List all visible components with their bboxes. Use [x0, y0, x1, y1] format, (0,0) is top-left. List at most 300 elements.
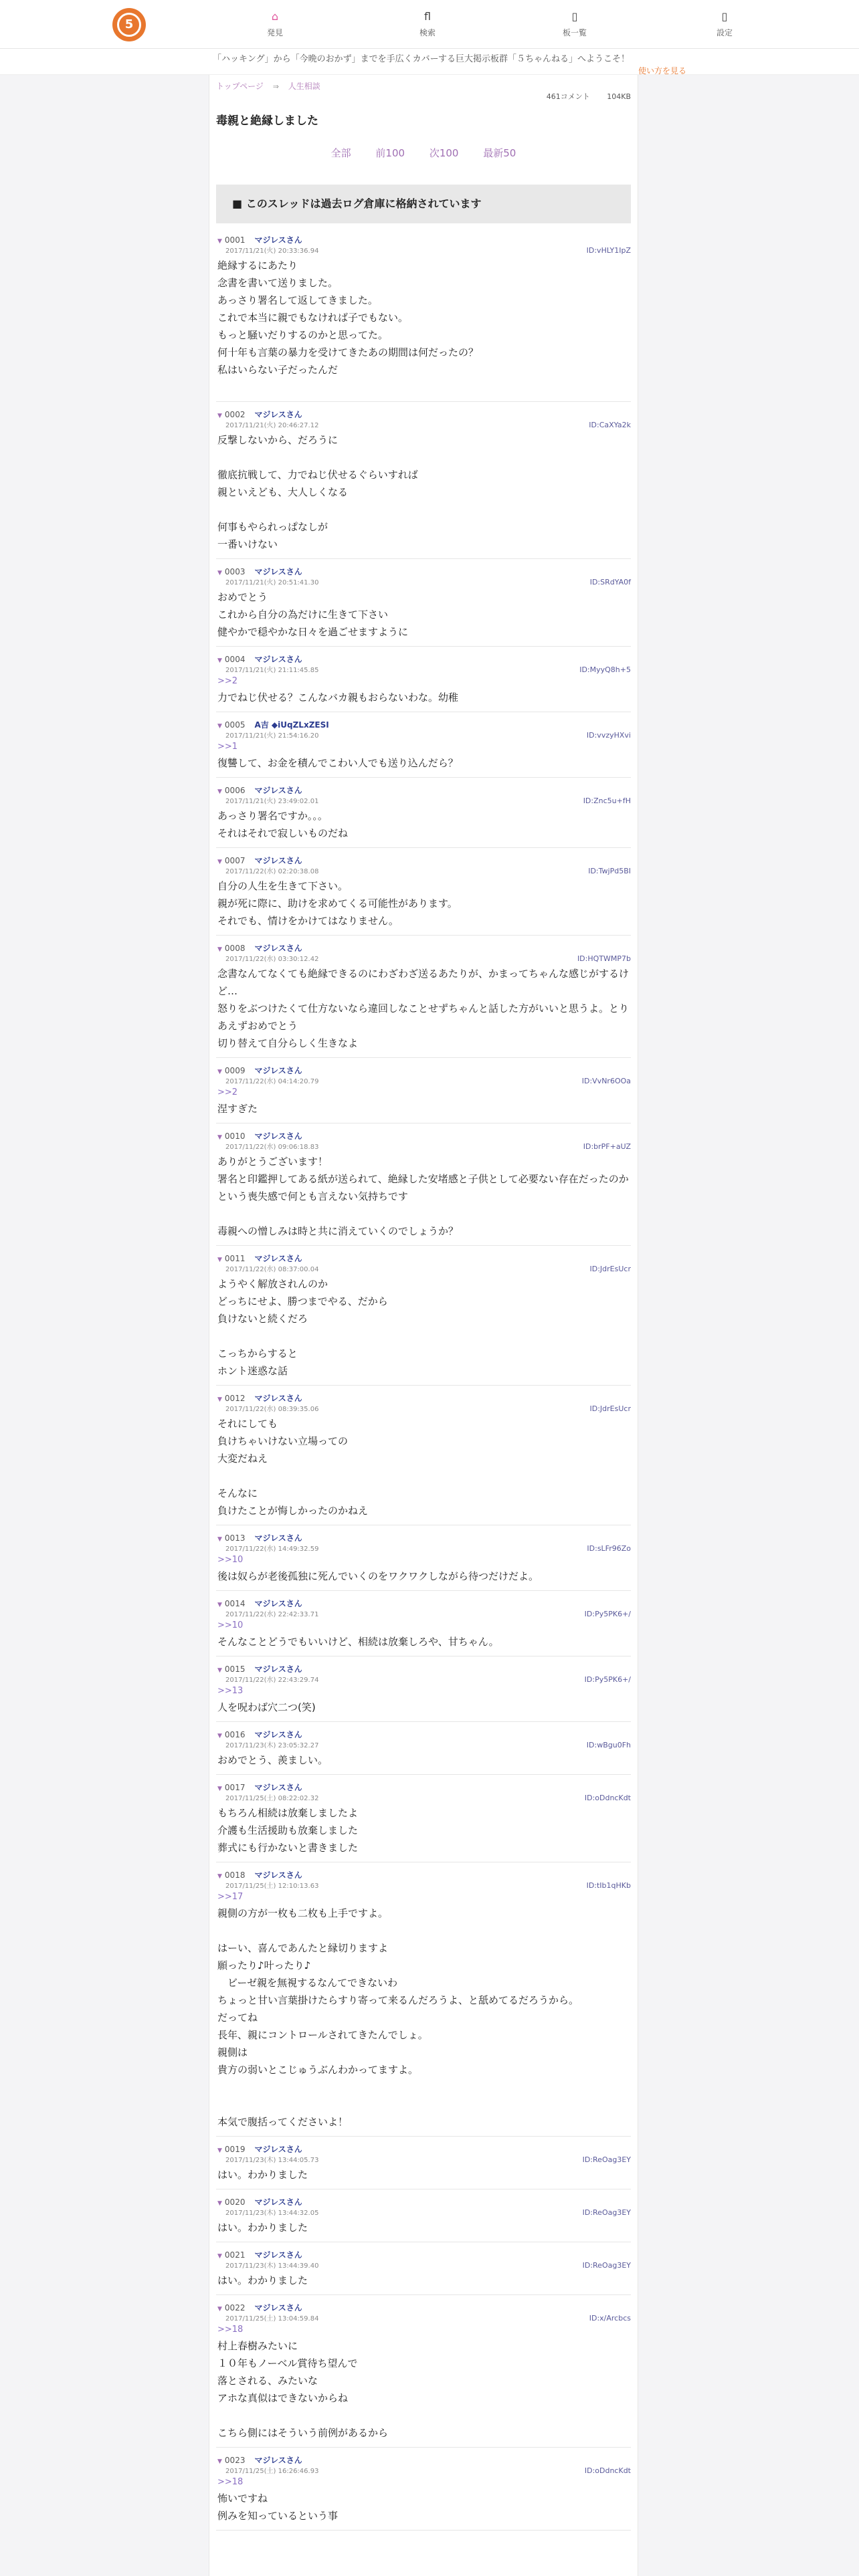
post-item [216, 2189, 631, 2242]
breadcrumb-board-link[interactable]: 人生相談 [288, 82, 320, 91]
post-id[interactable]: ID:TwjPd5BI [588, 867, 631, 875]
post-body-line: 怒りをぶつけたくて仕方ないなら違回しなことせずちゃんと話した方がいいと思うよ。とりあえずおめでとう [217, 1002, 630, 1032]
expand-triangle-icon[interactable]: ▼ [217, 1873, 222, 1880]
reply-anchor-link[interactable]: >>10 [217, 1555, 244, 1565]
post-header [217, 784, 631, 795]
nav-search-label: 検索 [419, 28, 436, 37]
post-body-line [217, 2078, 631, 2096]
post-number[interactable]: 0021 [224, 2250, 246, 2260]
post-body-line: 毒親への憎しみは時と共に消えていくのでしょうか？ [217, 1225, 459, 1237]
post-date: 2017/11/25(土) 12:10:13.63 [225, 1883, 319, 1890]
post-number[interactable]: 0010 [224, 1132, 246, 1141]
post-number[interactable]: 0023 [224, 2456, 246, 2465]
reply-anchor-link[interactable]: >>10 [217, 1620, 244, 1630]
expand-triangle-icon[interactable]: ▼ [217, 413, 222, 419]
post-date: 2017/11/23(木) 13:44:39.40 [225, 2262, 319, 2270]
post-item [216, 1123, 631, 1246]
post-body-line: 負けちゃいけない立場っての [217, 1435, 349, 1447]
expand-triangle-icon[interactable]: ▼ [217, 657, 222, 664]
post-number[interactable]: 0013 [224, 1533, 246, 1543]
post-item [216, 2448, 631, 2531]
post-body-line [217, 449, 631, 466]
post-body-line: 念書を書いて送りました。 [217, 277, 339, 289]
post-date: 2017/11/25(土) 16:26:46.93 [225, 2468, 319, 2475]
post-body [217, 1415, 631, 1519]
post-id[interactable]: ID:VvNr6OOa [581, 1077, 631, 1085]
post-author: マジレスさん [254, 1533, 302, 1543]
post-body-line: はい。わかりました [217, 2169, 308, 2181]
post-id[interactable]: ID:ReOag3EY [582, 2261, 631, 2270]
tag-icon: ⌂ [271, 10, 279, 23]
post-item [216, 1591, 631, 1656]
post-date: 2017/11/22(水) 09:06:18.83 [225, 1144, 319, 1151]
post-id[interactable]: ID:CaXYa2k [589, 421, 631, 429]
post-date: 2017/11/22(水) 22:43:29.74 [225, 1677, 319, 1684]
post-body-line [217, 501, 631, 518]
site-logo[interactable] [112, 8, 146, 41]
post-author: マジレスさん [254, 1870, 302, 1880]
post-body-line: 自分の人生を生きて下さい。 [217, 880, 349, 892]
post-author: マジレスさん [254, 2303, 302, 2313]
expand-triangle-icon[interactable]: ▼ [217, 1257, 222, 1263]
post-author: マジレスさん [254, 410, 302, 419]
post-id[interactable]: ID:sLFr96Zo [587, 1544, 631, 1553]
post-body-line: こっちからすると [217, 1348, 298, 1360]
welcome-notice [0, 49, 859, 75]
post-body [217, 257, 631, 396]
post-body [217, 1751, 631, 1769]
post-body [217, 2337, 631, 2442]
post-id[interactable]: ID:ReOag3EY [582, 2208, 631, 2217]
post-body [217, 1699, 631, 1716]
post-item [216, 1722, 631, 1775]
post-body-line: 反撃しないから、だろうに [217, 434, 339, 446]
post-item [216, 848, 631, 936]
post-item [216, 402, 631, 559]
post-body-line: 復讐して、お金を積んでこわい人でも送り込んだら？ [217, 757, 458, 769]
post-body-line: 何事もやられっぱなしが [217, 521, 328, 533]
expand-triangle-icon[interactable]: ▼ [217, 1602, 222, 1608]
post-date: 2017/11/23(木) 13:44:05.73 [225, 2157, 319, 2164]
post-body-line: もっと騒いだりするのかと思ってた。 [217, 329, 389, 341]
post-header [217, 2196, 631, 2207]
post-number[interactable]: 0002 [224, 410, 246, 419]
post-author: マジレスさん [254, 1394, 302, 1403]
top-navigation [0, 0, 859, 49]
post-body-line: 涅すぎた [217, 1103, 258, 1115]
reply-anchor-link[interactable]: >>18 [217, 2477, 244, 2487]
post-header [217, 1532, 631, 1543]
post-header [217, 2302, 631, 2313]
post-item [216, 1862, 631, 2137]
post-author: マジレスさん [254, 2145, 302, 2154]
post-id[interactable]: ID:Znc5u+fH [583, 796, 631, 805]
post-date: 2017/11/25(土) 08:22:02.32 [225, 1795, 319, 1802]
post-body-line: もちろん相続は放棄しましたよ [217, 1807, 359, 1819]
post-item [216, 712, 631, 778]
post-item [216, 1525, 631, 1591]
post-body-line: それでも、情けをかけてはなりません。 [217, 915, 399, 927]
post-body-line: 親といえども、大人しくなる [217, 486, 349, 498]
post-body-line: 人を呪わば穴二つ(笑) [217, 1701, 316, 1713]
post-body-line: アホな真似はできないからね [217, 2392, 349, 2404]
reply-anchor-link[interactable]: >>18 [217, 2325, 244, 2335]
nav-discover-label: 発見 [266, 28, 283, 37]
post-body-line: はい。わかりました [217, 2274, 308, 2286]
post-body-line: そんなことどうでもいいけど、相続は放棄しろや、甘ちゃん。 [217, 1636, 499, 1648]
logo-mark: 5 [117, 13, 141, 37]
post-number[interactable]: 0006 [224, 786, 246, 795]
comment-count: 461コメント [546, 92, 590, 101]
post-header [217, 2454, 631, 2465]
post-body-line: 一番いけない [217, 538, 278, 550]
post-body-line: 後は奴らが老後孤独に死んでいくのをワクワクしながら待つだけだよ。 [217, 1570, 539, 1582]
post-body-line [217, 2407, 631, 2424]
post-date: 2017/11/22(水) 22:42:33.71 [225, 1611, 319, 1618]
nav-settings[interactable] [694, 9, 755, 38]
post-author: マジレスさん [254, 2250, 302, 2260]
thread-meta [532, 91, 631, 102]
post-body [217, 754, 631, 772]
post-body-line [217, 2096, 631, 2113]
post-body-line: そんなに [217, 1487, 258, 1499]
post-body-line: おめでとう [217, 591, 268, 603]
post-number[interactable]: 0009 [224, 1066, 246, 1075]
reply-anchor-link[interactable]: >>17 [217, 1892, 244, 1902]
post-body-line: こちら側にはそういう前例があるから [217, 2427, 389, 2439]
post-header [217, 1130, 631, 1141]
expand-triangle-icon[interactable]: ▼ [217, 788, 222, 795]
post-id[interactable]: ID:oDdncKdt [584, 2466, 631, 2475]
post-body-line [217, 379, 631, 396]
post-number[interactable]: 0017 [224, 1783, 246, 1792]
post-author: マジレスさん [254, 2456, 302, 2465]
post-body-line: ありがとうございます！ [217, 1156, 328, 1168]
post-body-line: 念書なんてなくても絶縁できるのにわざわざ送るあたりが、かまってちゃんな感じがするけど… [217, 968, 630, 997]
post-date: 2017/11/22(水) 04:14:20.79 [225, 1078, 319, 1085]
post-author: マジレスさん [254, 1066, 302, 1075]
post-header [217, 1065, 631, 1075]
post-body-line: 願ったり♪叶ったり♪ [217, 1959, 311, 1971]
page-title: 毒親と絶縁しました [216, 114, 318, 128]
post-id[interactable]: ID:wBgu0Fh [586, 1741, 631, 1749]
post-item [216, 1775, 631, 1862]
post-date: 2017/11/21(火) 20:33:36.94 [225, 247, 319, 255]
post-number[interactable]: 0014 [224, 1599, 246, 1608]
post-item [216, 1386, 631, 1525]
post-body-line: 大変だねえ [217, 1453, 268, 1465]
post-body [217, 1153, 631, 1240]
reply-anchor-link[interactable]: >>2 [217, 1087, 238, 1097]
post-header [217, 1869, 631, 1880]
post-body [217, 1905, 631, 2131]
post-body-line: ビーゼ親を無視するなんてできないわ [217, 1977, 398, 1989]
post-item [216, 1246, 631, 1386]
search-icon: fl [423, 10, 432, 23]
post-number[interactable]: 0018 [224, 1870, 246, 1880]
post-body-line: 親が死に際に、助けを求めてくる可能性があります。 [217, 897, 458, 909]
post-date: 2017/11/22(水) 14:49:32.59 [225, 1545, 319, 1553]
post-date: 2017/11/21(火) 21:11:45.85 [225, 667, 319, 674]
post-id[interactable]: ID:SRdYA0f [589, 578, 631, 586]
post-body [217, 431, 631, 553]
post-body-line: ちょっと甘い言葉掛けたらすり寄って来るんだろうよ、と舐めてるだろうから。 [217, 1994, 579, 2006]
post-body-line: 健やかで穏やかな日々を過ごせますように [217, 626, 409, 638]
post-body-line: 本気で腹括ってくださいよ！ [217, 2116, 349, 2128]
post-header [217, 1253, 631, 1263]
breadcrumb [216, 80, 320, 92]
post-id[interactable]: ID:tIb1qHKb [586, 1881, 631, 1890]
post-date: 2017/11/21(火) 20:51:41.30 [225, 579, 319, 586]
post-id[interactable]: ID:vHLY1IpZ [586, 246, 631, 255]
post-date: 2017/11/23(木) 13:44:32.05 [225, 2210, 319, 2217]
post-body-line: どっちにせよ、勝つまでやる、だから [217, 1295, 388, 1307]
post-author: マジレスさん [254, 1730, 302, 1739]
post-header [217, 1663, 631, 1674]
post-header [217, 1598, 631, 1608]
post-author: マジレスさん [254, 655, 302, 664]
nav-search[interactable] [397, 9, 458, 38]
post-header [217, 234, 631, 245]
nav-settings-label: 設定 [716, 28, 733, 37]
expand-triangle-icon[interactable]: ▼ [217, 1667, 222, 1674]
post-id[interactable]: ID:vvzyHXvi [586, 731, 631, 740]
post-number[interactable]: 0011 [224, 1254, 246, 1263]
post-body-line: おめでとう、羨ましい。 [217, 1754, 328, 1766]
post-date: 2017/11/25(土) 13:04:59.84 [225, 2315, 319, 2323]
post-id[interactable]: ID:oDdncKdt [584, 1794, 631, 1802]
post-date: 2017/11/22(水) 08:37:00.04 [225, 1266, 319, 1273]
reply-anchor-link[interactable]: >>13 [217, 1686, 244, 1696]
post-author: マジレスさん [254, 1254, 302, 1263]
post-body-line: あっさり署名して返してきました。 [217, 294, 378, 306]
post-body [217, 1275, 631, 1380]
post-date: 2017/11/21(火) 23:49:02.01 [225, 798, 319, 805]
post-item [216, 2295, 631, 2448]
post-body [217, 807, 631, 842]
post-number[interactable]: 0005 [224, 720, 246, 730]
post-body-line [217, 1327, 631, 1345]
post-item [216, 1656, 631, 1722]
expand-triangle-icon[interactable]: ▼ [217, 1536, 222, 1543]
post-date: 2017/11/22(水) 08:39:35.06 [225, 1406, 319, 1413]
post-number[interactable]: 0016 [224, 1730, 246, 1739]
post-number[interactable]: 0020 [224, 2197, 246, 2207]
nav-board-list-label: 板一覧 [562, 28, 587, 37]
post-body-line: ようやく解放されんのか [217, 1278, 328, 1290]
post-number[interactable]: 0004 [224, 655, 246, 664]
expand-triangle-icon[interactable]: ▼ [217, 723, 222, 730]
post-item [216, 2137, 631, 2189]
post-body-line: 長年、親にコントロールされてきたんでしょ。 [217, 2029, 428, 2041]
post-body-line: 介護も生活援助も放棄しました [217, 1824, 359, 1836]
post-number[interactable]: 0003 [224, 567, 246, 576]
post-body-line [217, 1922, 631, 1939]
post-date: 2017/11/21(火) 21:54:16.20 [225, 732, 319, 740]
post-header [217, 2143, 631, 2154]
post-body-line: 落とされる、みたいな [217, 2375, 318, 2387]
gear-icon: ▯ [721, 10, 728, 23]
post-item [216, 559, 631, 647]
post-body [217, 1633, 631, 1650]
post-body-line: だってね [217, 2012, 258, 2024]
post-author: A吉 ◆iUqZLxZESI [254, 720, 329, 730]
post-number[interactable]: 0001 [224, 235, 246, 245]
post-item [216, 227, 631, 402]
breadcrumb-top-link[interactable]: トップページ [216, 82, 264, 91]
post-body [217, 2272, 631, 2289]
post-number[interactable]: 0015 [224, 1665, 246, 1674]
post-number[interactable]: 0008 [224, 944, 246, 953]
pager-latest-link[interactable]: 最新50 [483, 147, 516, 159]
post-body [217, 1568, 631, 1585]
expand-triangle-icon[interactable]: ▼ [217, 2200, 222, 2207]
expand-triangle-icon[interactable]: ▼ [217, 859, 222, 865]
how-to-use-link[interactable]: 使い方を見る [638, 66, 687, 76]
post-header [217, 653, 631, 664]
list-icon: ▯ [571, 10, 578, 23]
post-body-line: 力でねじ伏せる？こんなバカ親もおらないわな。幼稚 [217, 691, 459, 704]
post-body [217, 1804, 631, 1856]
post-body-line: 村上春樹みたいに [217, 2340, 298, 2352]
pager-all-link[interactable]: 全部 [330, 147, 351, 159]
post-item [216, 936, 631, 1058]
post-header [217, 566, 631, 576]
post-date: 2017/11/23(木) 23:05:32.27 [225, 1742, 319, 1749]
post-number[interactable]: 0007 [224, 856, 246, 865]
expand-triangle-icon[interactable]: ▼ [217, 2306, 222, 2313]
archived-notice: ■ このスレッドは過去ログ倉庫に格納されています [216, 185, 631, 223]
post-author: マジレスさん [254, 786, 302, 795]
post-body-line [217, 1467, 631, 1485]
post-body-line: 貴方の弱いとこじゅうぶんわかってますよ。 [217, 2064, 419, 2076]
post-header [217, 1392, 631, 1403]
post-body-line: 私はいらない子だったんだ [217, 364, 339, 376]
post-date: 2017/11/22(水) 03:30:12.42 [225, 956, 319, 963]
post-date: 2017/11/22(水) 02:20:38.08 [225, 868, 319, 875]
expand-triangle-icon[interactable]: ▼ [217, 2147, 222, 2154]
post-item [216, 778, 631, 848]
post-body [217, 2490, 631, 2525]
post-body-line: 徹底抗戦して、力でねじ伏せるぐらいすれば [217, 469, 418, 481]
thread-pager [209, 146, 638, 160]
post-id[interactable]: ID:JdrEsUcr [589, 1404, 631, 1413]
expand-triangle-icon[interactable]: ▼ [217, 946, 222, 953]
post-list [216, 227, 631, 2531]
post-author: マジレスさん [254, 1665, 302, 1674]
post-author: マジレスさん [254, 1599, 302, 1608]
post-header [217, 942, 631, 953]
post-header [217, 1782, 631, 1792]
post-body-line: 親側の方が一枚も二枚も上手ですよ。 [217, 1907, 389, 1919]
post-number[interactable]: 0012 [224, 1394, 246, 1403]
post-body-line: それはそれで寂しいものだね [217, 827, 349, 839]
nav-discover[interactable] [245, 9, 305, 38]
post-author: マジレスさん [254, 2197, 302, 2207]
post-body-line: これから自分の為だけに生きて下さい [217, 609, 389, 621]
post-author: マジレスさん [254, 235, 302, 245]
post-body [217, 2166, 631, 2183]
post-id[interactable]: ID:MyyQ8h+5 [579, 665, 631, 674]
post-author: マジレスさん [254, 856, 302, 865]
post-body-line: それにしても [217, 1418, 278, 1430]
post-author: マジレスさん [254, 1132, 302, 1141]
post-id[interactable]: ID:Py5PK6+/ [584, 1675, 631, 1684]
post-id[interactable]: ID:ReOag3EY [582, 2155, 631, 2164]
breadcrumb-separator: ⇒ [272, 82, 279, 91]
post-number[interactable]: 0019 [224, 2145, 246, 2154]
post-body-line: 負けないと続くだろ [217, 1313, 308, 1325]
post-header [217, 1729, 631, 1739]
post-body-line: 怖いですね [217, 2492, 268, 2504]
post-body-line: 例みを知っているという事 [217, 2510, 339, 2522]
post-id[interactable]: ID:brPF+aUZ [583, 1142, 631, 1151]
pager-prev-link[interactable]: 前100 [375, 147, 405, 159]
post-author: マジレスさん [254, 567, 302, 576]
post-body-line: 署名と印鑑押してある紙が送られて、絶縁した安堵感と子供として必要ない存在だったのかという喪失感で何とも言えない気持ちです [217, 1173, 629, 1202]
expand-triangle-icon[interactable]: ▼ [217, 1396, 222, 1403]
expand-triangle-icon[interactable]: ▼ [217, 2253, 222, 2260]
post-body-line: これで本当に親でもなければ子でもない。 [217, 312, 409, 324]
expand-triangle-icon[interactable]: ▼ [217, 2458, 222, 2465]
welcome-text: 「ハッキング」から「今晩のおかず」までを手広くカバーする巨大掲示板群「５ちゃんねる」へようこそ！ [213, 54, 630, 64]
post-date: 2017/11/21(火) 20:46:27.12 [225, 422, 319, 429]
post-body-line: 何十年も言葉の暴力を受けてきたあの期間は何だったの？ [217, 346, 479, 358]
post-body-line: 絶縁するにあたり [217, 259, 298, 272]
post-id[interactable]: ID:Py5PK6+/ [584, 1610, 631, 1618]
post-body-line: 葬式にも行かないと書きました [217, 1842, 359, 1854]
reply-anchor-link[interactable]: >>1 [217, 742, 238, 752]
post-item [216, 2242, 631, 2295]
post-body [217, 877, 631, 930]
post-body [217, 965, 631, 1052]
post-body [217, 1100, 631, 1117]
post-number[interactable]: 0022 [224, 2303, 246, 2313]
expand-triangle-icon[interactable]: ▼ [217, 1786, 222, 1792]
post-body [217, 588, 631, 641]
thread-container [209, 75, 638, 2576]
post-author: マジレスさん [254, 944, 302, 953]
post-id[interactable]: ID:JdrEsUcr [589, 1265, 631, 1273]
expand-triangle-icon[interactable]: ▼ [217, 1069, 222, 1075]
post-body-line: あっさり署名ですか。。。 [217, 810, 328, 822]
post-item [216, 1058, 631, 1123]
post-author: マジレスさん [254, 1783, 302, 1792]
post-body [217, 689, 631, 706]
post-body [217, 2219, 631, 2236]
post-body-line: ホント迷惑な話 [217, 1365, 288, 1377]
thread-size: 104KB [607, 92, 631, 101]
expand-triangle-icon[interactable]: ▼ [217, 238, 222, 245]
pager-next-link[interactable]: 次100 [429, 147, 459, 159]
post-body-line: 切り替えて自分らしく生きなよ [217, 1037, 359, 1049]
post-item [216, 647, 631, 712]
expand-triangle-icon[interactable]: ▼ [217, 1733, 222, 1739]
post-body-line [217, 1205, 631, 1222]
expand-triangle-icon[interactable]: ▼ [217, 570, 222, 576]
post-id[interactable]: ID:x/Arcbcs [589, 2314, 631, 2323]
post-body-line: はーい、喜んであんたと縁切りますよ [217, 1942, 389, 1954]
post-header [217, 719, 631, 730]
post-id[interactable]: ID:HQTWMP7b [577, 954, 631, 963]
post-body-line: はい。わかりました [217, 2222, 308, 2234]
nav-board-list[interactable] [545, 9, 605, 38]
post-body-line: 負けたことが悔しかったのかねえ [217, 1505, 369, 1517]
reply-anchor-link[interactable]: >>2 [217, 676, 238, 686]
post-header [217, 2249, 631, 2260]
post-body-line: 親側は [217, 2046, 248, 2058]
expand-triangle-icon[interactable]: ▼ [217, 1134, 222, 1141]
